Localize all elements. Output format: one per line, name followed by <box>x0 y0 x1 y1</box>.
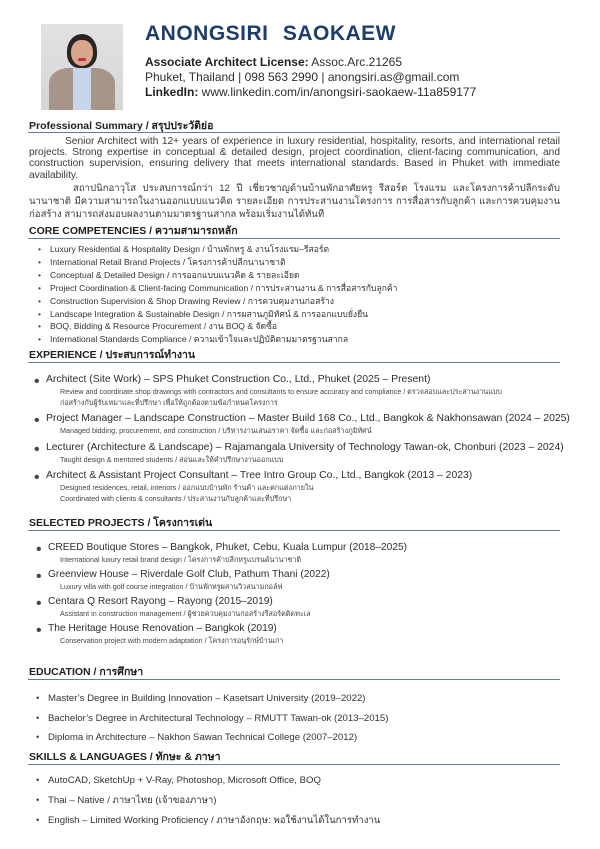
projects-heading: SELECTED PROJECTS / โครงการเด่น <box>29 517 213 529</box>
license-line <box>145 55 402 69</box>
list-item: • Bachelor’s Degree in Architectural Technology – RMUTT Tawan-ok (2013–2015) <box>48 709 388 729</box>
list-item: • Project Coordination & Client-facing Communication / การประสานงาน & การสื่อสารกับลูกค้า <box>50 282 398 295</box>
section-divider <box>28 530 560 531</box>
list-item: • Conceptual & Detailed Design / การออกแบบแนวคิด & รายละเอียด <box>50 269 398 282</box>
job-description: ก่อสร้างกับผู้รับเหมาและที่ปรึกษา เพื่อให้ถูกต้องตามข้อกำหนดโครงการ <box>60 397 278 407</box>
job-title: • Project Manager – Landscape Construction – Master Build 168 Co., Ltd., Bangkok & Nakhonsawan (2024 – 2025) <box>46 413 570 424</box>
linkedin-link[interactable]: www.linkedin.com/in/anongsiri-saokaew-11a859177 <box>198 85 477 99</box>
skills-heading: SKILLS & LANGUAGES / ทักษะ & ภาษา <box>29 751 221 763</box>
project-title: • CREED Boutique Stores – Bangkok, Phuket, Cebu, Kuala Lumpur (2018–2025) <box>48 542 408 553</box>
job-description: Designed residences, retail, interiors / ออกแบบบ้านพัก ร้านค้า และตกแต่งภายใน <box>60 483 314 492</box>
experience-list <box>46 373 570 508</box>
experience-heading: EXPERIENCE / ประสบการณ์ทำงาน <box>29 349 196 361</box>
skills-list <box>48 771 380 831</box>
section-divider <box>28 132 560 133</box>
job-description: Coordinated with clients & consultants / ประสานงานกับลูกค้าและที่ปรึกษา <box>60 493 292 503</box>
section-divider <box>28 238 560 239</box>
project-item <box>48 622 407 646</box>
linkedin-line <box>145 85 476 99</box>
job-description: Managed bidding, procurement, and construction / บริหารงานเสนอราคา จัดซื้อ และก่อสร้างภูมิทัศน์ <box>60 426 372 435</box>
project-description: Assistant in construction management / ผู้ช่วยควบคุมงานก่อสร้างรีสอร์ตติดทะเล <box>60 609 311 618</box>
job-description: Taught design & mentored students / สอนและให้คำปรึกษางานออกแบบ <box>60 454 284 464</box>
list-item: • AutoCAD, SketchUp + V-Ray, Photoshop, Microsoft Office, BOQ <box>48 771 380 791</box>
summary-heading: Professional Summary / สรุปประวัติย่อ <box>29 120 214 132</box>
job-title: • Architect & Assistant Project Consultant – Tree Intro Group Co., Ltd., Bangkok (2013 – 2023) <box>46 470 473 481</box>
summary-thai: สถาปนิกอาวุโส ประสบการณ์กว่า 12 ปี เชี่ยวชาญด้านบ้านพักอาศัยหรู รีสอร์ต โรงแรม และโครงการค้าปลีกระดับนานาชาติ มีความสามารถในงานออกแบบแนวคิด รายละเอียด การประสานงานโครงการ การสื่อสารกับลูกค้า และการควบคุมงานก่อสร้าง สามารถส่งมอบผลงานตามมาตรฐานสากล พร้อมเริ่มงานได้ทันที <box>29 182 560 220</box>
education-list <box>48 689 388 748</box>
list-item: • International Standards Compliance / ความเข้าใจและปฏิบัติตามมาตรฐานสากล <box>50 333 398 346</box>
project-description: Conservation project with modern adaptation / โครงการอนุรักษ์บ้านเก่า <box>60 636 284 645</box>
job-description: Review and coordinate shop drawings with contractors and consultants to ensure accuracy and compliance / ตรวจสอบและประสานงานแบบ <box>60 387 502 396</box>
list-item: • Diploma in Architecture – Nakhon Sawan Technical College (2007–2012) <box>48 728 388 748</box>
list-item: • Master’s Degree in Building Innovation – Kasetsart University (2019–2022) <box>48 689 388 709</box>
candidate-name: ANONGSIRI SAOKAEW <box>145 22 397 45</box>
competencies-heading: CORE COMPETENCIES / ความสามารถหลัก <box>29 225 238 237</box>
profile-photo <box>41 24 123 110</box>
license-value: Assoc.Arc.21265 <box>308 55 403 69</box>
experience-item <box>46 373 570 408</box>
summary-english: Senior Architect with 12+ years of experience in luxury residential, hospitality, resorts, and international retail projects. Strong expertise in conceptual & detailed design, project coordination, client-facing communication, and construction supervision, ensuring delivery that meets international standards. Based in Phuket with immediate availability. <box>29 136 560 181</box>
project-description: International luxury retail brand design / โครงการค้าปลีกหรูแบรนด์นานาชาติ <box>60 555 302 564</box>
list-item: • Luxury Residential & Hospitality Design / บ้านพักหรู & งานโรงแรม–รีสอร์ต <box>50 243 398 256</box>
section-divider <box>28 362 560 363</box>
list-item: • BOQ, Bidding & Resource Procurement / งาน BOQ & จัดซื้อ <box>50 320 398 333</box>
experience-item <box>46 469 570 504</box>
license-label: Associate Architect License: <box>145 55 309 69</box>
project-title: • Greenview House – Riverdale Golf Club, Pathum Thani (2022) <box>48 569 330 580</box>
project-item <box>48 595 407 619</box>
list-item: • English – Limited Working Proficiency / ภาษาอังกฤษ: พอใช้งานได้ในการทำงาน <box>48 811 380 831</box>
list-item: • Landscape Integration & Sustainable Design / การผสานภูมิทัศน์ & การออกแบบยั่งยืน <box>50 308 398 321</box>
experience-item <box>46 412 570 437</box>
job-title: • Lecturer (Architecture & Landscape) – Rajamangala University of Technology Tawan-ok, Chonburi (2023 – 2024) <box>46 441 564 453</box>
project-item <box>48 568 407 592</box>
summary-text <box>29 136 560 221</box>
competencies-list <box>50 243 398 346</box>
education-heading: EDUCATION / การศึกษา <box>29 666 144 678</box>
section-divider <box>28 679 560 680</box>
list-item: • International Retail Brand Projects / โครงการค้าปลีกนานาชาติ <box>50 256 398 269</box>
project-title: • The Heritage House Renovation – Bangkok (2019) <box>48 623 277 634</box>
list-item: • Thai – Native / ภาษาไทย (เจ้าของภาษา) <box>48 791 380 811</box>
resume-header <box>0 0 600 115</box>
project-item <box>48 541 407 565</box>
contact-line: Phuket, Thailand | 098 563 2990 | anongsiri.as@gmail.com <box>145 70 460 84</box>
project-description: Luxury villa with golf course integration / บ้านพักหรูผสานวิวสนามกอล์ฟ <box>60 582 283 591</box>
job-title: • Architect (Site Work) – SPS Phuket Construction Co., Ltd., Phuket (2025 – Present) <box>46 374 431 385</box>
linkedin-label: LinkedIn: <box>145 85 199 99</box>
project-title: • Centara Q Resort Rayong – Rayong (2015–2019) <box>48 596 273 607</box>
experience-item <box>46 441 570 466</box>
projects-list <box>48 541 407 649</box>
list-item: • Construction Supervision & Shop Drawing Review / การควบคุมงานก่อสร้าง <box>50 295 398 308</box>
section-divider <box>28 764 560 765</box>
